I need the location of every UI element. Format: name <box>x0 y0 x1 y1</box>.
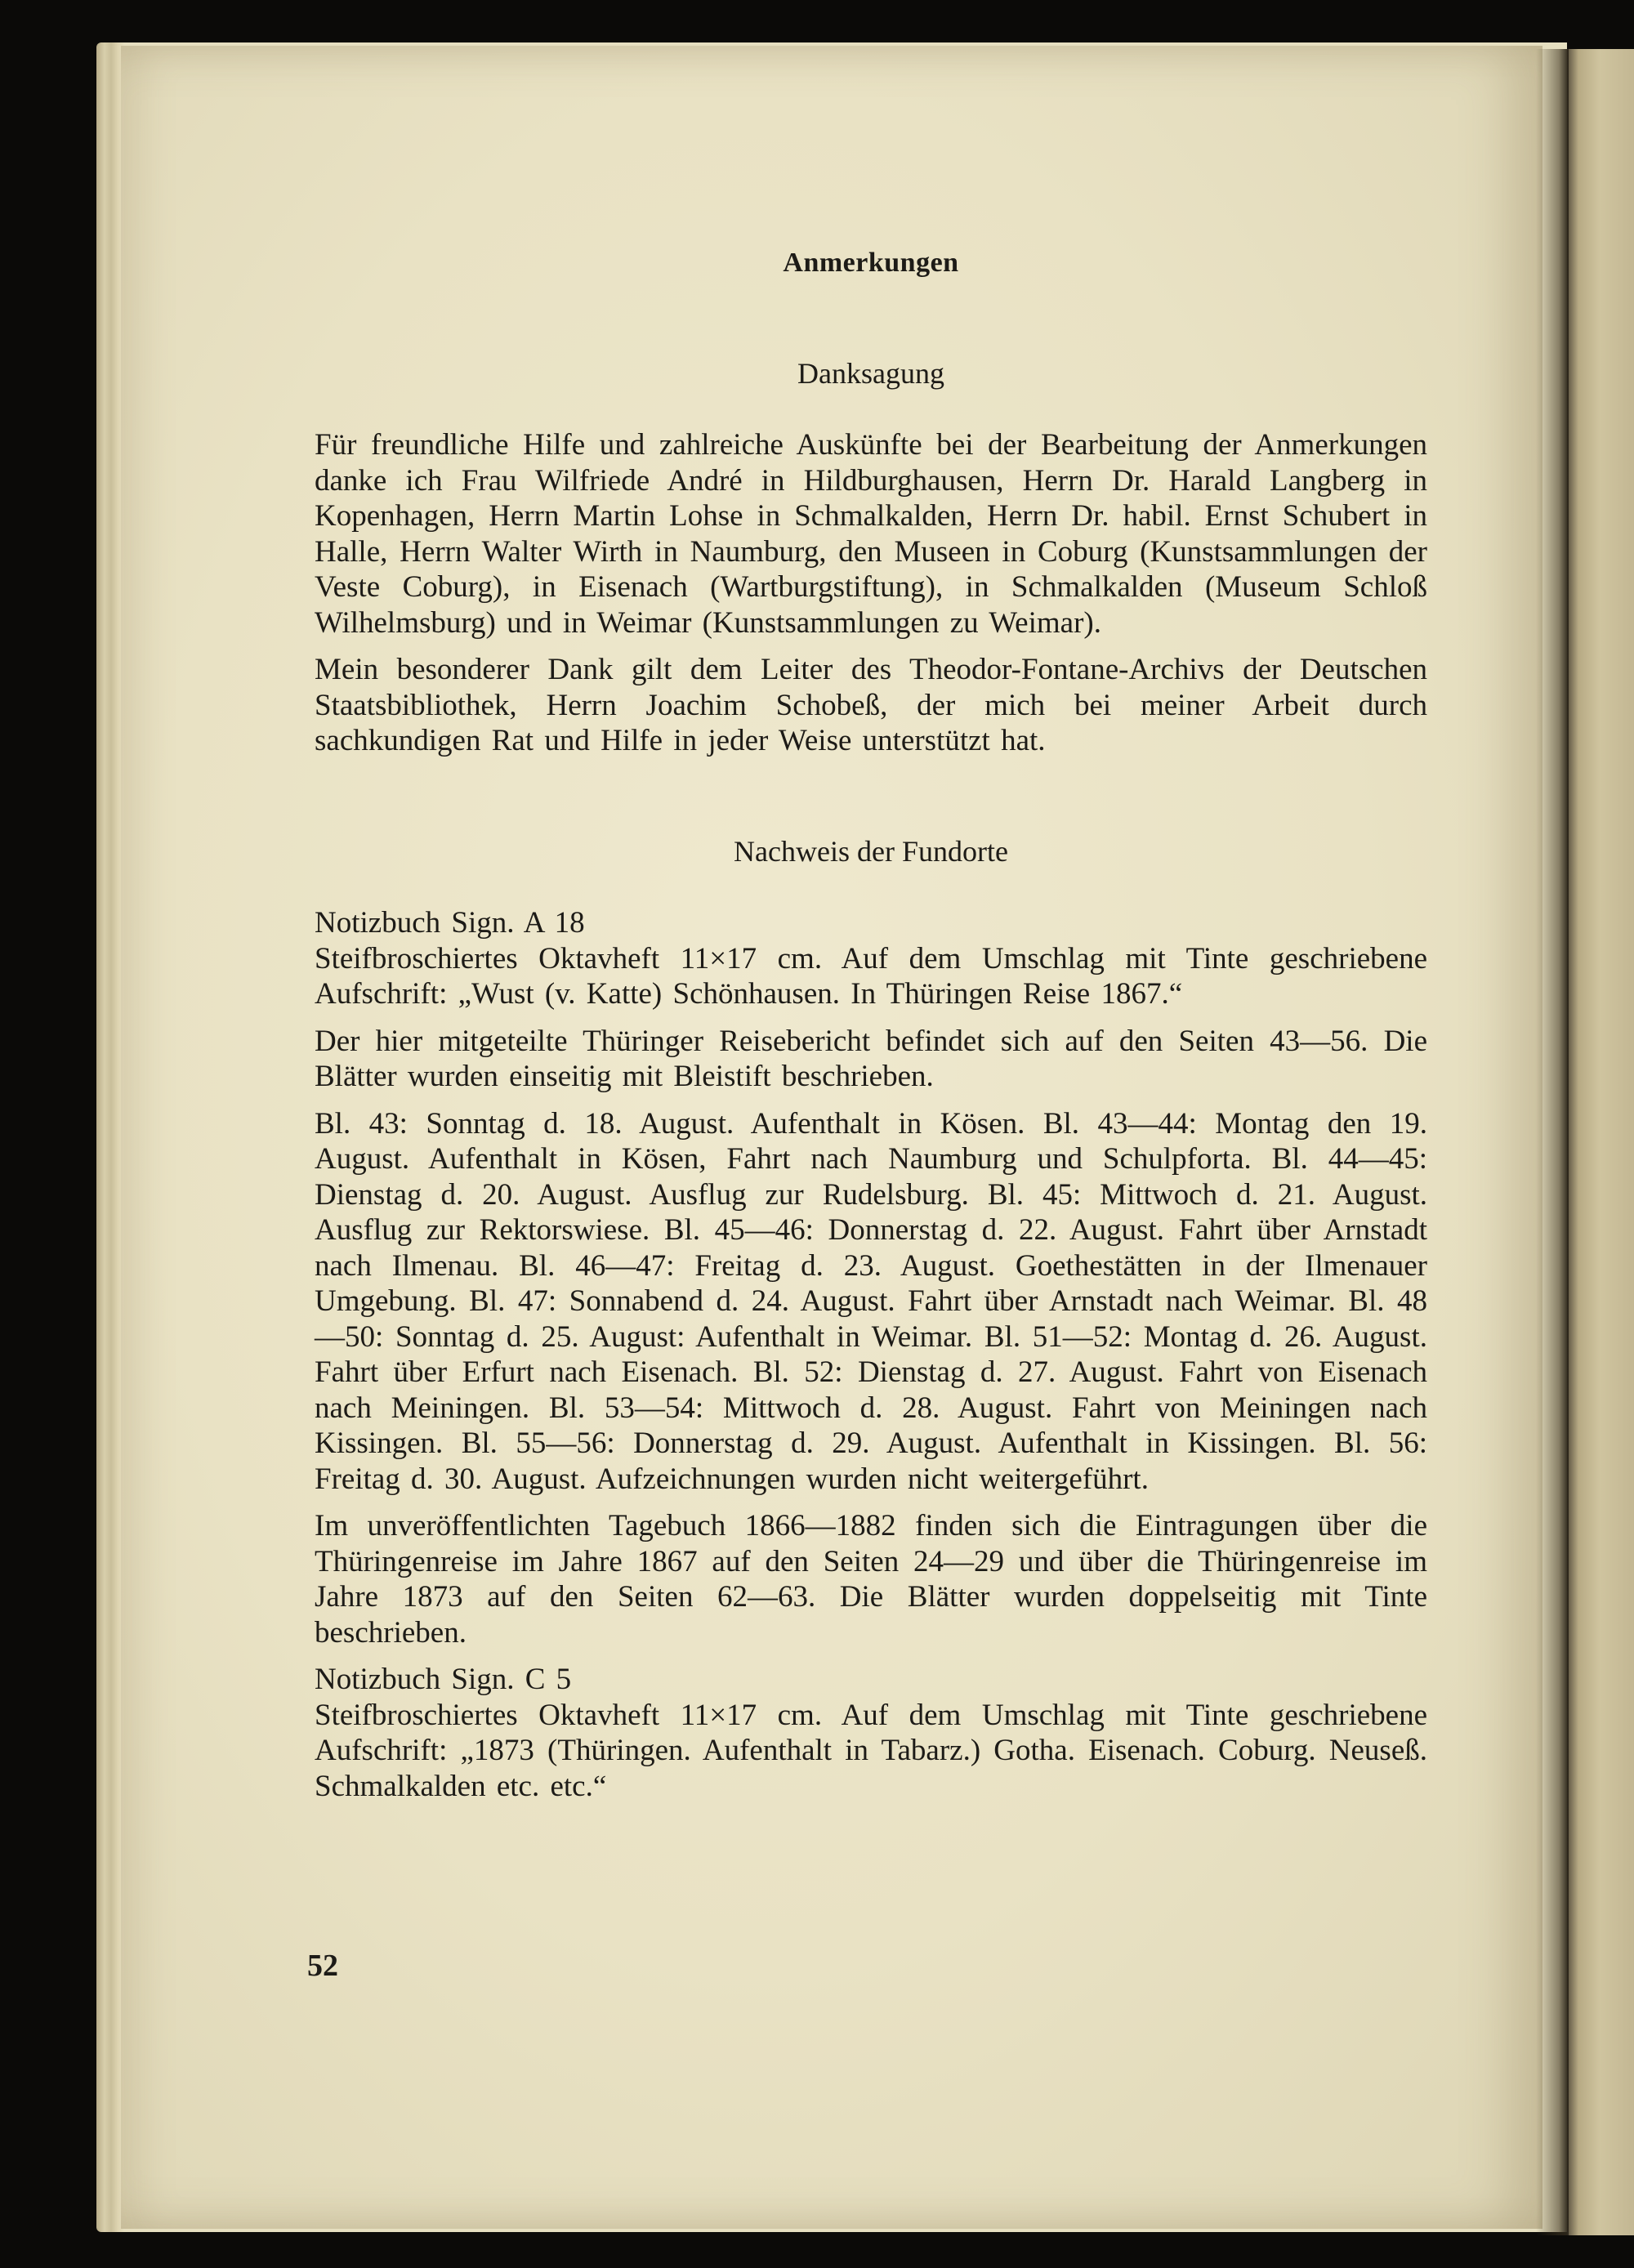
page-number: 52 <box>307 1949 338 1983</box>
notebook1-signature: Notizbuch Sign. A 18 <box>315 906 585 940</box>
blaetter-paragraph: Bl. 43: Sonntag d. 18. August. Aufenthalt in Kösen. Bl. 43—44: Montag den 19. August. Aufenthalt in Kösen, Fahrt nach Naumburg und Schulpforta. Bl. 44—45: Dienstag d. 20. August. Ausflug zur Rudelsburg. Bl. 45: Mittwoch d. 21. August. Ausflug zur Rektorswiese. Bl. 45—46: Donnerstag d. 22. August. Fahrt über Arnstadt nach Ilmenau. Bl. 46—47: Freitag d. 23. August. Goethestätten in der Ilmenauer Umgebung. Bl. 47: Sonnabend d. 24. August. Fahrt über Arnstadt nach Weimar. Bl. 48—50: Sonntag d. 25. August: Aufenthalt in Weimar. Bl. 51—52: Montag d. 26. August. Fahrt über Erfurt nach Eisenach. Bl. 52: Dienstag d. 27. August. Fahrt von Eisenach nach Meiningen. Bl. 53—54: Mittwoch d. 28. August. Fahrt von Meiningen nach Kissingen. Bl. 55—56: Donnerstag d. 29. August. Aufenthalt in Kissingen. Bl. 56: Freitag d. 30. August. Aufzeichnungen wurden nicht weitergeführt. <box>315 1106 1427 1496</box>
danksagung-paragraph-2: Mein besonderer Dank gilt dem Leiter des Theodor-Fontane-Archivs der Deutschen Staatsbibliothek, Herrn Joachim Schobeß, der mich bei meiner Arbeit durch sachkundigen Rat und Hilfe in jeder Weise unterstützt hat. <box>315 653 1427 757</box>
danksagung-paragraph-1: Für freundliche Hilfe und zahlreiche Auskünfte bei der Bearbeitung der Anmerkungen danke ich Frau Wilfriede André in Hildburghausen, Herrn Dr. Harald Langberg in Kopenhagen, Herrn Martin Lohse in Schmalkalden, Herrn Dr. habil. Ernst Schubert in Halle, Herrn Walter Wirth in Naumburg, den Museen in Coburg (Kunstsammlungen der Veste Coburg), in Eisenach (Wartburgstiftung), in Schmalkalden (Museum Schloß Wilhelmsburg) und in Weimar (Kunstsammlungen zu Weimar). <box>315 428 1427 640</box>
notebook1-description: Steifbroschiertes Oktavheft 11×17 cm. Auf dem Umschlag mit Tinte geschriebene Aufschrift: „Wust (v. Katte) Schönhausen. In Thüringen Reise 1867.“ <box>315 941 1427 1011</box>
notebook2-signature: Notizbuch Sign. C 5 <box>315 1663 572 1696</box>
notebook2-description: Steifbroschiertes Oktavheft 11×17 cm. Auf dem Umschlag mit Tinte geschriebene Aufschrift: „1873 (Thüringen. Aufenthalt in Tabarz.) Gotha. Eisenach. Coburg. Neuseß. Schmalkalden etc. etc.“ <box>315 1698 1427 1803</box>
facing-page-edge <box>1567 49 1634 2235</box>
page-content <box>315 245 1427 1815</box>
section-title-danksagung: Danksagung <box>797 356 944 390</box>
section-title-fundorte: Nachweis der Fundorte <box>734 834 1008 868</box>
page-heading: Anmerkungen <box>783 248 959 278</box>
reisebericht-paragraph: Der hier mitgeteilte Thüringer Reisebericht befindet sich auf den Seiten 43—56. Die Blätter wurden einseitig mit Bleistift beschrieben. <box>315 1024 1427 1093</box>
tagebuch-paragraph: Im unveröffentlichten Tagebuch 1866—1882 finden sich die Eintragungen über die Thüringenreise im Jahre 1867 auf den Seiten 24—29 und über die Thüringenreise im Jahre 1873 auf den Seiten 62—63. Die Blätter wurden doppelseitig mit Tinte beschrieben. <box>315 1509 1427 1650</box>
book-gutter <box>1536 49 1569 2235</box>
